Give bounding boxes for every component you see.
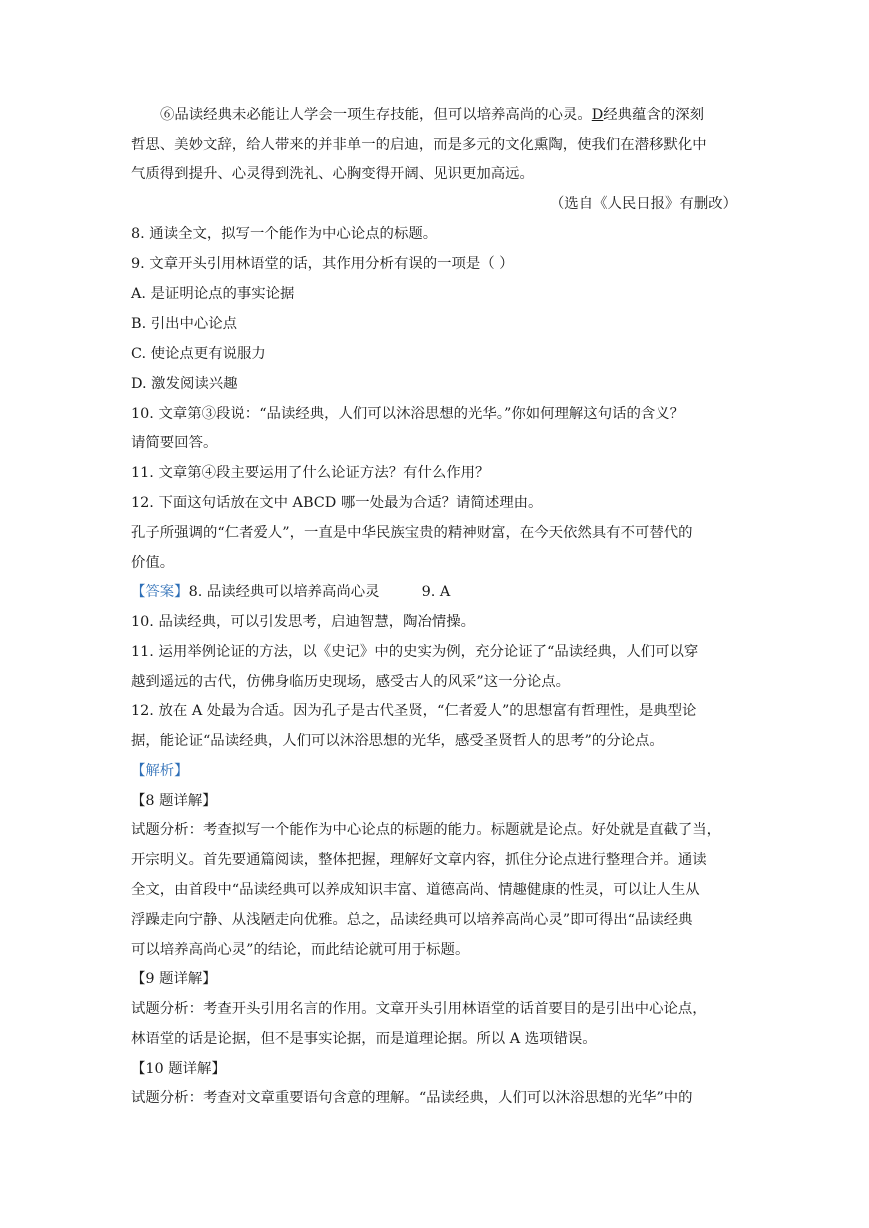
question-8: 8. 通读全文，拟写一个能作为中心论点的标题。	[131, 226, 438, 242]
answer-11-line2: 越到遥远的古代，仿佛身临历史现场，感受古人的风采”这一分论点。	[131, 674, 571, 690]
q9-detail-line: 试题分析：考查开头引用名言的作用。文章开头引用林语堂的话首要目的是引出中心论点，	[131, 1001, 707, 1017]
question-12-quote-line2: 价值。	[131, 555, 175, 571]
q8-detail-line: 试题分析：考查拟写一个能作为中心论点的标题的能力。标题就是论点。好处就是直截了当，	[131, 822, 722, 838]
question-9: 9. 文章开头引用林语堂的话，其作用分析有误的一项是（ ）	[131, 256, 514, 272]
answer-12-line1: 12. 放在 A 处最为合适。因为孔子是古代圣贤，“仁者爱人”的思想富有哲理性，是典型论	[131, 703, 697, 719]
answer-11-line1: 11. 运用举例论证的方法，以《史记》中的史实为例，充分论证了“品读经典，人们可以穿	[131, 644, 699, 660]
passage-p6-line1	[160, 105, 737, 127]
answer-10: 10. 品读经典，可以引发思考，启迪智慧，陶冶情操。	[131, 614, 476, 630]
answer-12-line2: 据，能论证“品读经典，人们可以沐浴思想的光华，感受圣贤哲人的思考”的分论点。	[131, 733, 664, 749]
question-12: 12. 下面这句话放在文中 ABCD 哪一处最为合适？请简述理由。	[131, 495, 543, 511]
q9-detail-header: 【9 题详解】	[131, 971, 217, 987]
q10-detail-header: 【10 题详解】	[131, 1061, 226, 1077]
q9-option-d: D. 激发阅读兴趣	[131, 376, 238, 392]
answer-8: 8. 品读经典可以培养高尚心灵	[188, 584, 380, 600]
position-marker-d: D	[591, 107, 604, 123]
q10-detail-line: 试题分析：考查对文章重要语句含意的理解。“品读经典，人们可以沐浴思想的光华”中的	[131, 1090, 693, 1106]
answer-label: 【答案】	[131, 584, 189, 600]
q8-detail-header: 【8 题详解】	[131, 793, 217, 809]
analysis-label: 【解析】	[131, 763, 189, 779]
q9-option-c: C. 使论点更有说服力	[131, 346, 266, 362]
question-10-line1: 10. 文章第③段说：“品读经典，人们可以沐浴思想的光华。”你如何理解这句话的含义？	[131, 406, 685, 422]
answer-9: 9. A	[421, 584, 451, 600]
question-10-line2: 请简要回答。	[131, 435, 218, 451]
passage-p6-line2: 哲思、美妙文辞，给人带来的并非单一的启迪，而是多元的文化熏陶，使我们在潜移默化中	[131, 137, 707, 153]
question-11: 11. 文章第④段主要运用了什么论证方法？有什么作用？	[131, 465, 490, 481]
answer-line	[131, 582, 737, 604]
q9-option-b: B. 引出中心论点	[131, 316, 238, 332]
q8-detail-line: 可以培养高尚心灵”的结论，而此结论就可用于标题。	[131, 942, 470, 958]
passage-source: （选自《人民日报》有删改）	[549, 196, 737, 212]
q9-detail-line: 林语堂的话是论据，但不是事实论据，而是道理论据。所以 A 选项错误。	[131, 1031, 597, 1047]
q9-option-a: A. 是证明论点的事实论据	[131, 286, 295, 302]
q8-detail-line: 全文，由首段中“品读经典可以养成知识丰富、道德高尚、情趣健康的性灵，可以让人生从	[131, 882, 700, 898]
passage-p6-line3: 气质得到提升、心灵得到洗礼、心胸变得开阔、见识更加高远。	[131, 166, 534, 182]
passage-text: 经典蕴含的深刻	[603, 107, 705, 123]
q8-detail-line: 浮躁走向宁静、从浅陋走向优雅。总之，品读经典可以培养高尚心灵”即可得出“品读经典	[131, 912, 693, 928]
question-12-quote-line1: 孔子所强调的“仁者爱人”，一直是中华民族宝贵的精神财富，在今天依然具有不可替代的	[131, 525, 693, 541]
q8-detail-line: 开宗明义。首先要通篇阅读，整体把握，理解好文章内容，抓住分论点进行整理合并。通读	[131, 852, 707, 868]
passage-text: ⑥品读经典未必能让人学会一项生存技能，但可以培养高尚的心灵。	[160, 107, 592, 123]
